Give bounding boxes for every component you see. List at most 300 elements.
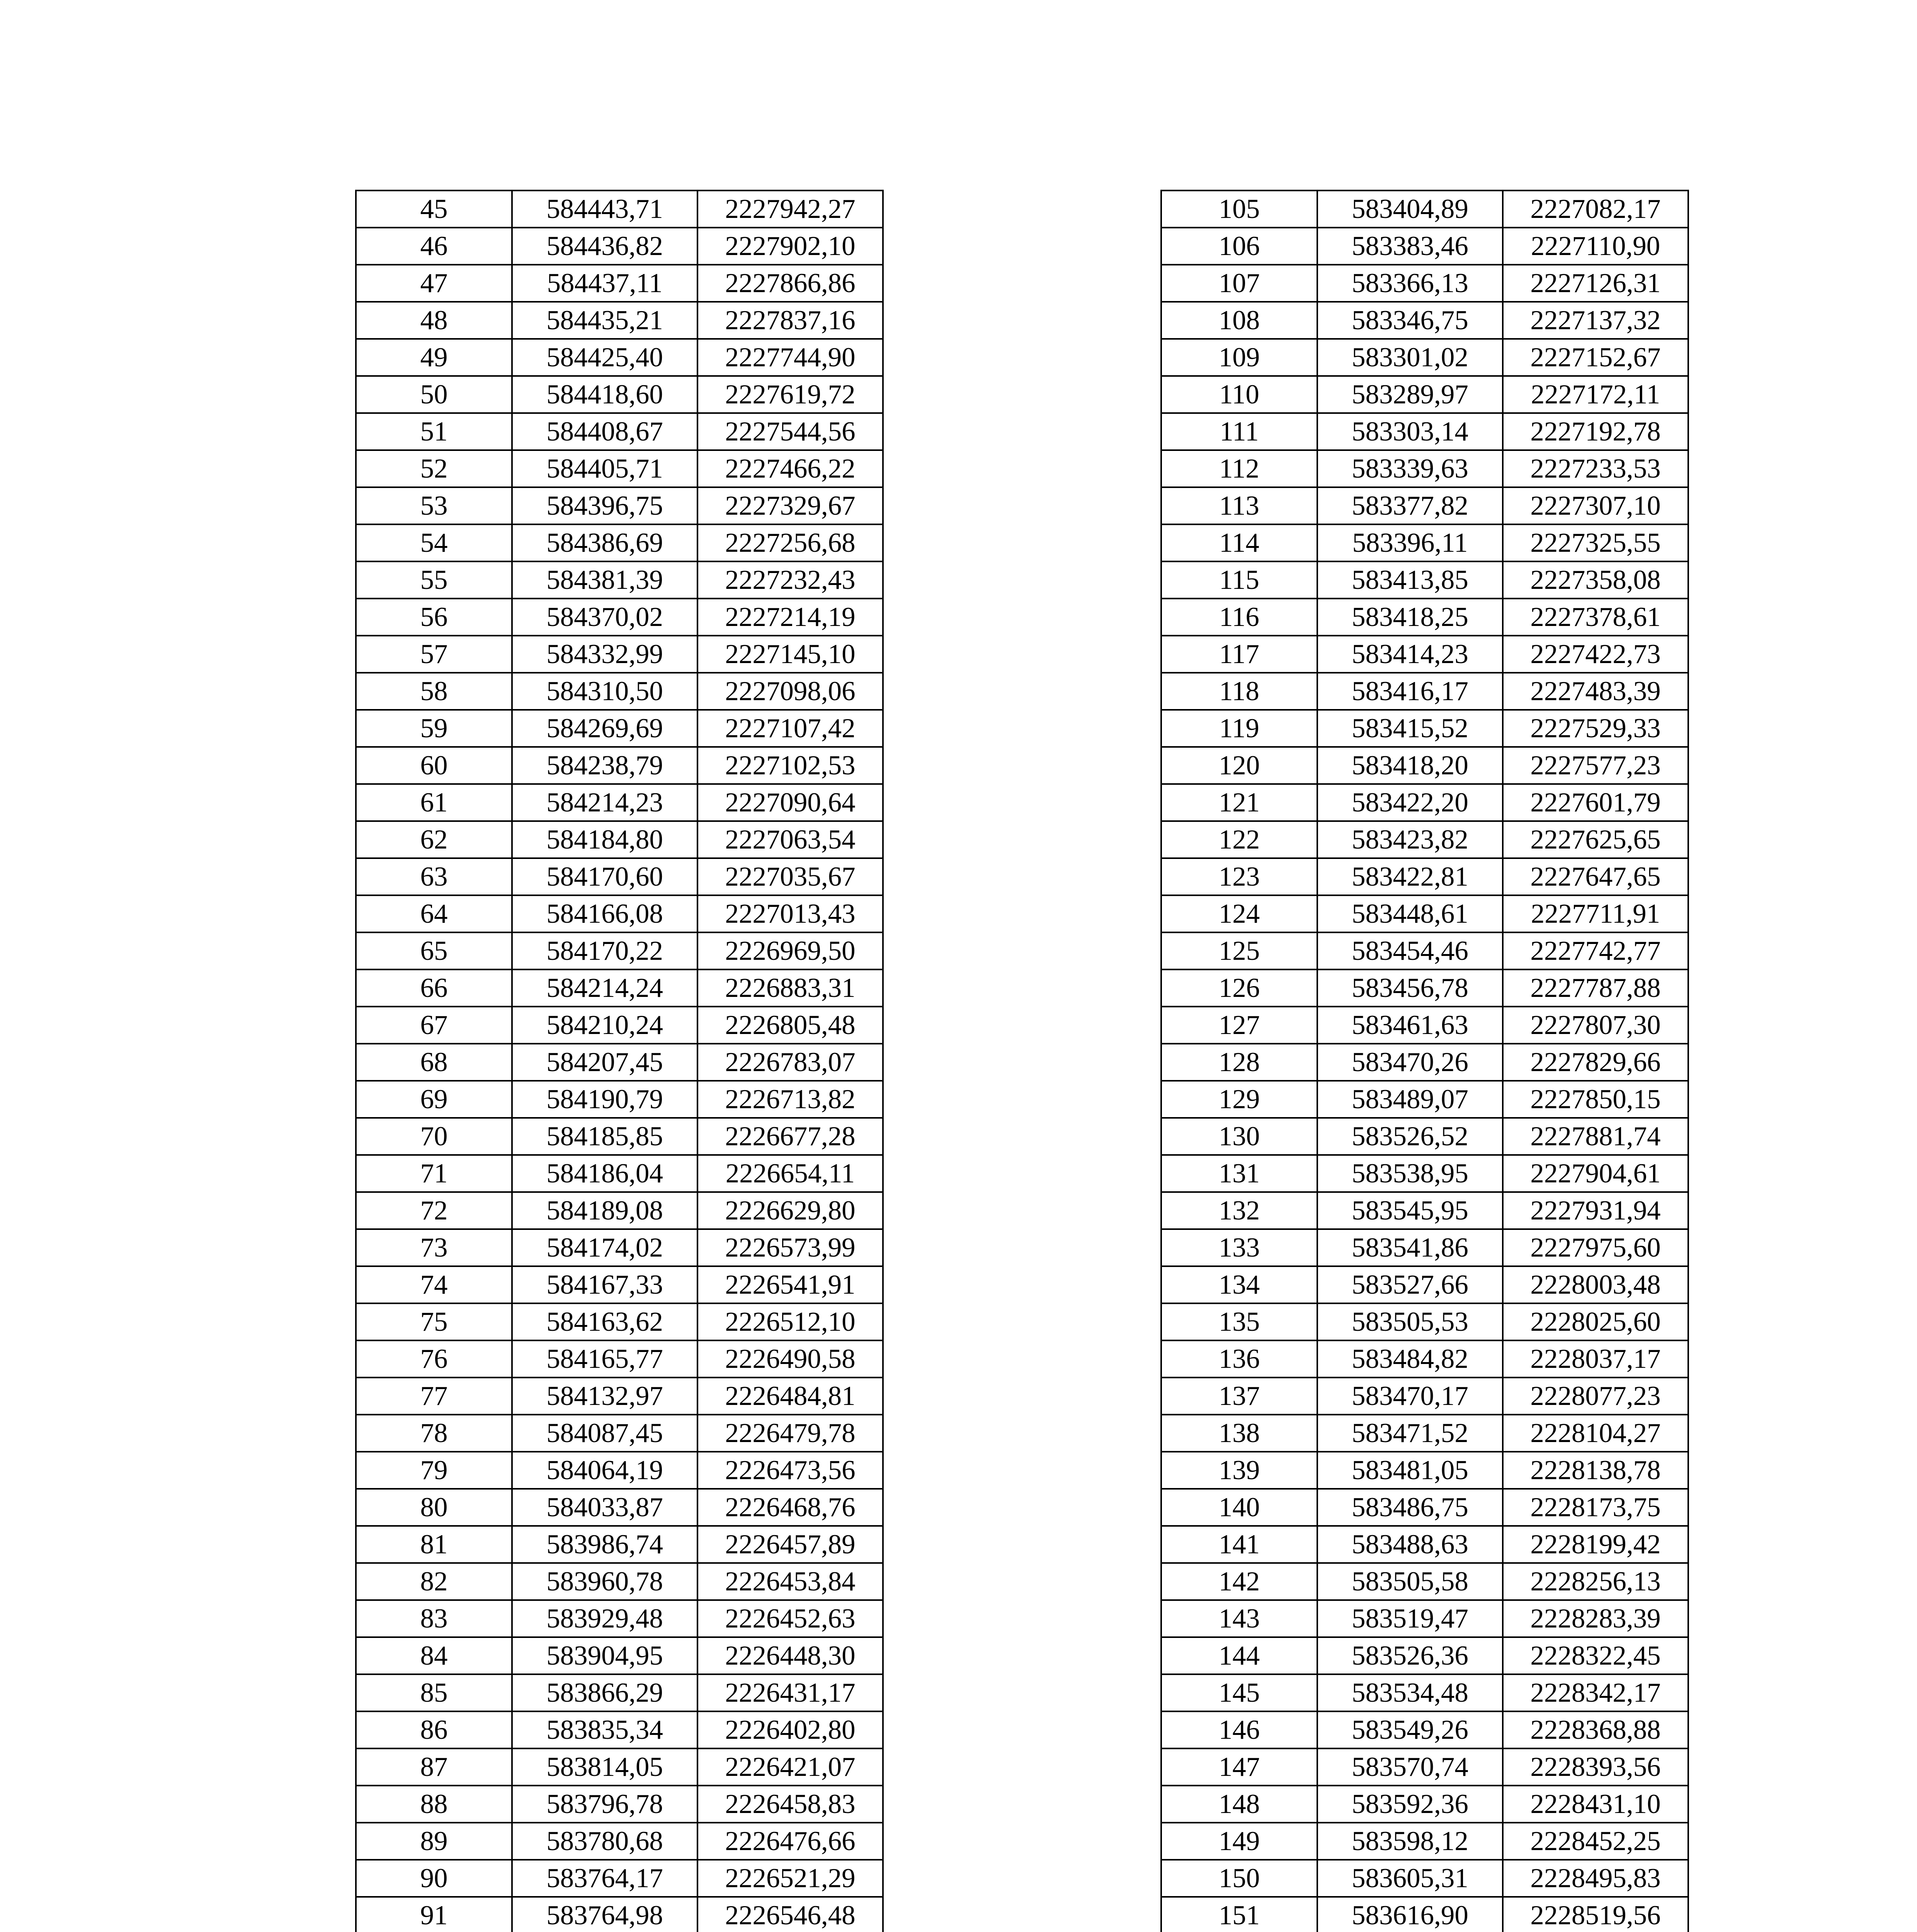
x-coordinate-cell: 583929,48: [512, 1600, 697, 1637]
table-row: [356, 265, 883, 302]
point-number-cell: 141: [1161, 1526, 1317, 1563]
point-number-cell: 55: [356, 561, 512, 599]
y-coordinate-cell: 2227931,94: [1503, 1192, 1688, 1229]
table-row: [356, 302, 883, 339]
point-number-cell: 78: [356, 1415, 512, 1452]
point-number-cell: 123: [1161, 858, 1317, 895]
y-coordinate-cell: 2226452,63: [697, 1600, 883, 1637]
x-coordinate-cell: 584186,04: [512, 1155, 697, 1192]
table-row: [356, 636, 883, 673]
point-number-cell: 130: [1161, 1118, 1317, 1155]
point-number-cell: 54: [356, 524, 512, 561]
point-number-cell: 135: [1161, 1303, 1317, 1340]
table-row: [356, 1526, 883, 1563]
x-coordinate-cell: 584408,67: [512, 413, 697, 450]
x-coordinate-cell: 583366,13: [1317, 265, 1503, 302]
point-number-cell: 137: [1161, 1378, 1317, 1415]
table-row: [356, 1860, 883, 1897]
x-coordinate-cell: 583418,25: [1317, 599, 1503, 636]
y-coordinate-cell: 2226476,66: [697, 1823, 883, 1860]
point-number-cell: 58: [356, 673, 512, 710]
point-number-cell: 91: [356, 1897, 512, 1932]
table-row: [1161, 1563, 1688, 1600]
y-coordinate-cell: 2226512,10: [697, 1303, 883, 1340]
table-row: [1161, 1452, 1688, 1489]
point-number-cell: 131: [1161, 1155, 1317, 1192]
y-coordinate-cell: 2226479,78: [697, 1415, 883, 1452]
coordinate-table-right-body: [1161, 190, 1688, 1932]
table-row: [1161, 1674, 1688, 1711]
y-coordinate-cell: 2226473,56: [697, 1452, 883, 1489]
table-row: [1161, 339, 1688, 376]
x-coordinate-cell: 583549,26: [1317, 1711, 1503, 1748]
point-number-cell: 48: [356, 302, 512, 339]
y-coordinate-cell: 2227090,64: [697, 784, 883, 821]
point-number-cell: 108: [1161, 302, 1317, 339]
y-coordinate-cell: 2226783,07: [697, 1044, 883, 1081]
x-coordinate-cell: 583505,58: [1317, 1563, 1503, 1600]
x-coordinate-cell: 583519,47: [1317, 1600, 1503, 1637]
table-row: [356, 710, 883, 747]
point-number-cell: 117: [1161, 636, 1317, 673]
point-number-cell: 47: [356, 265, 512, 302]
point-number-cell: 107: [1161, 265, 1317, 302]
x-coordinate-cell: 583534,48: [1317, 1674, 1503, 1711]
table-row: [1161, 190, 1688, 228]
x-coordinate-cell: 584310,50: [512, 673, 697, 710]
y-coordinate-cell: 2227378,61: [1503, 599, 1688, 636]
point-number-cell: 150: [1161, 1860, 1317, 1897]
table-row: [356, 1303, 883, 1340]
point-number-cell: 51: [356, 413, 512, 450]
y-coordinate-cell: 2227837,16: [697, 302, 883, 339]
table-row: [356, 1637, 883, 1674]
y-coordinate-cell: 2227904,61: [1503, 1155, 1688, 1192]
coordinate-table-right: [1160, 190, 1689, 1932]
x-coordinate-cell: 584418,60: [512, 376, 697, 413]
point-number-cell: 118: [1161, 673, 1317, 710]
x-coordinate-cell: 583598,12: [1317, 1823, 1503, 1860]
point-number-cell: 109: [1161, 339, 1317, 376]
table-row: [1161, 636, 1688, 673]
point-number-cell: 136: [1161, 1340, 1317, 1378]
table-row: [356, 1748, 883, 1786]
x-coordinate-cell: 583904,95: [512, 1637, 697, 1674]
point-number-cell: 134: [1161, 1266, 1317, 1303]
x-coordinate-cell: 583470,26: [1317, 1044, 1503, 1081]
y-coordinate-cell: 2228256,13: [1503, 1563, 1688, 1600]
y-coordinate-cell: 2227325,55: [1503, 524, 1688, 561]
x-coordinate-cell: 583780,68: [512, 1823, 697, 1860]
y-coordinate-cell: 2226521,29: [697, 1860, 883, 1897]
x-coordinate-cell: 584269,69: [512, 710, 697, 747]
y-coordinate-cell: 2227063,54: [697, 821, 883, 858]
table-row: [356, 1266, 883, 1303]
x-coordinate-cell: 583541,86: [1317, 1229, 1503, 1266]
x-coordinate-cell: 583303,14: [1317, 413, 1503, 450]
x-coordinate-cell: 583448,61: [1317, 895, 1503, 932]
point-number-cell: 86: [356, 1711, 512, 1748]
y-coordinate-cell: 2227035,67: [697, 858, 883, 895]
x-coordinate-cell: 584167,33: [512, 1266, 697, 1303]
x-coordinate-cell: 583592,36: [1317, 1786, 1503, 1823]
table-row: [356, 487, 883, 524]
y-coordinate-cell: 2227647,65: [1503, 858, 1688, 895]
table-row: [356, 747, 883, 784]
table-row: [356, 1007, 883, 1044]
point-number-cell: 87: [356, 1748, 512, 1786]
table-row: [1161, 1786, 1688, 1823]
y-coordinate-cell: 2227807,30: [1503, 1007, 1688, 1044]
x-coordinate-cell: 583346,75: [1317, 302, 1503, 339]
table-row: [1161, 376, 1688, 413]
x-coordinate-cell: 584435,21: [512, 302, 697, 339]
y-coordinate-cell: 2228138,78: [1503, 1452, 1688, 1489]
point-number-cell: 49: [356, 339, 512, 376]
table-row: [356, 1415, 883, 1452]
point-number-cell: 82: [356, 1563, 512, 1600]
x-coordinate-cell: 583470,17: [1317, 1378, 1503, 1415]
x-coordinate-cell: 583415,52: [1317, 710, 1503, 747]
table-row: [356, 1155, 883, 1192]
table-row: [356, 376, 883, 413]
x-coordinate-cell: 583456,78: [1317, 969, 1503, 1007]
table-row: [1161, 747, 1688, 784]
x-coordinate-cell: 583764,17: [512, 1860, 697, 1897]
y-coordinate-cell: 2226448,30: [697, 1637, 883, 1674]
y-coordinate-cell: 2228431,10: [1503, 1786, 1688, 1823]
y-coordinate-cell: 2228077,23: [1503, 1378, 1688, 1415]
point-number-cell: 147: [1161, 1748, 1317, 1786]
x-coordinate-cell: 583605,31: [1317, 1860, 1503, 1897]
table-row: [356, 1118, 883, 1155]
point-number-cell: 110: [1161, 376, 1317, 413]
point-number-cell: 85: [356, 1674, 512, 1711]
table-row: [1161, 932, 1688, 969]
x-coordinate-cell: 583481,05: [1317, 1452, 1503, 1489]
y-coordinate-cell: 2227529,33: [1503, 710, 1688, 747]
x-coordinate-cell: 583301,02: [1317, 339, 1503, 376]
y-coordinate-cell: 2226677,28: [697, 1118, 883, 1155]
x-coordinate-cell: 583471,52: [1317, 1415, 1503, 1452]
y-coordinate-cell: 2227975,60: [1503, 1229, 1688, 1266]
y-coordinate-cell: 2227619,72: [697, 376, 883, 413]
point-number-cell: 68: [356, 1044, 512, 1081]
point-number-cell: 105: [1161, 190, 1317, 228]
y-coordinate-cell: 2228368,88: [1503, 1711, 1688, 1748]
x-coordinate-cell: 584184,80: [512, 821, 697, 858]
x-coordinate-cell: 584033,87: [512, 1489, 697, 1526]
x-coordinate-cell: 583616,90: [1317, 1897, 1503, 1932]
y-coordinate-cell: 2227214,19: [697, 599, 883, 636]
point-number-cell: 45: [356, 190, 512, 228]
point-number-cell: 149: [1161, 1823, 1317, 1860]
y-coordinate-cell: 2227256,68: [697, 524, 883, 561]
y-coordinate-cell: 2227102,53: [697, 747, 883, 784]
table-row: [1161, 1378, 1688, 1415]
x-coordinate-cell: 583377,82: [1317, 487, 1503, 524]
y-coordinate-cell: 2227358,08: [1503, 561, 1688, 599]
table-row: [356, 858, 883, 895]
point-number-cell: 67: [356, 1007, 512, 1044]
table-row: [356, 1711, 883, 1748]
x-coordinate-cell: 583796,78: [512, 1786, 697, 1823]
x-coordinate-cell: 584132,97: [512, 1378, 697, 1415]
table-row: [1161, 1748, 1688, 1786]
x-coordinate-cell: 583339,63: [1317, 450, 1503, 487]
x-coordinate-cell: 584064,19: [512, 1452, 697, 1489]
table-row: [356, 1340, 883, 1378]
point-number-cell: 62: [356, 821, 512, 858]
table-row: [356, 821, 883, 858]
point-number-cell: 119: [1161, 710, 1317, 747]
y-coordinate-cell: 2228025,60: [1503, 1303, 1688, 1340]
x-coordinate-cell: 584443,71: [512, 190, 697, 228]
table-row: [1161, 1081, 1688, 1118]
x-coordinate-cell: 583526,36: [1317, 1637, 1503, 1674]
y-coordinate-cell: 2227307,10: [1503, 487, 1688, 524]
y-coordinate-cell: 2227137,32: [1503, 302, 1688, 339]
y-coordinate-cell: 2226421,07: [697, 1748, 883, 1786]
point-number-cell: 74: [356, 1266, 512, 1303]
x-coordinate-cell: 584238,79: [512, 747, 697, 784]
y-coordinate-cell: 2226546,48: [697, 1897, 883, 1932]
x-coordinate-cell: 583414,23: [1317, 636, 1503, 673]
table-row: [1161, 1155, 1688, 1192]
x-coordinate-cell: 583486,75: [1317, 1489, 1503, 1526]
point-number-cell: 126: [1161, 969, 1317, 1007]
point-number-cell: 111: [1161, 413, 1317, 450]
table-row: [1161, 1897, 1688, 1932]
y-coordinate-cell: 2226457,89: [697, 1526, 883, 1563]
point-number-cell: 84: [356, 1637, 512, 1674]
table-row: [1161, 1415, 1688, 1452]
table-row: [1161, 1192, 1688, 1229]
y-coordinate-cell: 2228342,17: [1503, 1674, 1688, 1711]
table-row: [1161, 228, 1688, 265]
y-coordinate-cell: 2227329,67: [697, 487, 883, 524]
table-row: [1161, 1118, 1688, 1155]
x-coordinate-cell: 584214,23: [512, 784, 697, 821]
table-row: [356, 932, 883, 969]
x-coordinate-cell: 584436,82: [512, 228, 697, 265]
point-number-cell: 144: [1161, 1637, 1317, 1674]
point-number-cell: 148: [1161, 1786, 1317, 1823]
point-number-cell: 122: [1161, 821, 1317, 858]
point-number-cell: 114: [1161, 524, 1317, 561]
y-coordinate-cell: 2227544,56: [697, 413, 883, 450]
point-number-cell: 112: [1161, 450, 1317, 487]
y-coordinate-cell: 2227110,90: [1503, 228, 1688, 265]
table-row: [1161, 561, 1688, 599]
table-row: [1161, 524, 1688, 561]
table-row: [356, 784, 883, 821]
table-row: [356, 673, 883, 710]
point-number-cell: 124: [1161, 895, 1317, 932]
point-number-cell: 90: [356, 1860, 512, 1897]
table-row: [1161, 1266, 1688, 1303]
point-number-cell: 88: [356, 1786, 512, 1823]
point-number-cell: 66: [356, 969, 512, 1007]
point-number-cell: 53: [356, 487, 512, 524]
x-coordinate-cell: 583764,98: [512, 1897, 697, 1932]
point-number-cell: 72: [356, 1192, 512, 1229]
table-row: [356, 524, 883, 561]
x-coordinate-cell: 584170,22: [512, 932, 697, 969]
table-row: [1161, 450, 1688, 487]
y-coordinate-cell: 2227483,39: [1503, 673, 1688, 710]
x-coordinate-cell: 584170,60: [512, 858, 697, 895]
x-coordinate-cell: 584174,02: [512, 1229, 697, 1266]
y-coordinate-cell: 2228104,27: [1503, 1415, 1688, 1452]
y-coordinate-cell: 2226541,91: [697, 1266, 883, 1303]
table-row: [1161, 673, 1688, 710]
x-coordinate-cell: 584214,24: [512, 969, 697, 1007]
y-coordinate-cell: 2227422,73: [1503, 636, 1688, 673]
y-coordinate-cell: 2227152,67: [1503, 339, 1688, 376]
point-number-cell: 145: [1161, 1674, 1317, 1711]
x-coordinate-cell: 584207,45: [512, 1044, 697, 1081]
point-number-cell: 83: [356, 1600, 512, 1637]
table-row: [1161, 858, 1688, 895]
x-coordinate-cell: 584381,39: [512, 561, 697, 599]
point-number-cell: 46: [356, 228, 512, 265]
point-number-cell: 77: [356, 1378, 512, 1415]
x-coordinate-cell: 583505,53: [1317, 1303, 1503, 1340]
x-coordinate-cell: 583814,05: [512, 1748, 697, 1786]
y-coordinate-cell: 2227711,91: [1503, 895, 1688, 932]
point-number-cell: 70: [356, 1118, 512, 1155]
table-row: [356, 1044, 883, 1081]
table-row: [356, 1786, 883, 1823]
point-number-cell: 142: [1161, 1563, 1317, 1600]
x-coordinate-cell: 583454,46: [1317, 932, 1503, 969]
table-row: [1161, 1823, 1688, 1860]
point-number-cell: 115: [1161, 561, 1317, 599]
x-coordinate-cell: 584370,02: [512, 599, 697, 636]
x-coordinate-cell: 584437,11: [512, 265, 697, 302]
table-row: [1161, 1860, 1688, 1897]
point-number-cell: 81: [356, 1526, 512, 1563]
point-number-cell: 75: [356, 1303, 512, 1340]
x-coordinate-cell: 583960,78: [512, 1563, 697, 1600]
table-row: [1161, 710, 1688, 747]
table-row: [1161, 1637, 1688, 1674]
table-row: [356, 1378, 883, 1415]
point-number-cell: 73: [356, 1229, 512, 1266]
point-number-cell: 89: [356, 1823, 512, 1860]
table-row: [1161, 1007, 1688, 1044]
table-row: [356, 895, 883, 932]
table-row: [356, 450, 883, 487]
y-coordinate-cell: 2227829,66: [1503, 1044, 1688, 1081]
x-coordinate-cell: 583526,52: [1317, 1118, 1503, 1155]
table-row: [356, 1823, 883, 1860]
point-number-cell: 63: [356, 858, 512, 895]
point-number-cell: 125: [1161, 932, 1317, 969]
point-number-cell: 106: [1161, 228, 1317, 265]
table-row: [1161, 599, 1688, 636]
table-row: [1161, 302, 1688, 339]
table-row: [356, 1229, 883, 1266]
coordinate-table-left: [355, 190, 884, 1932]
table-row: [1161, 1340, 1688, 1378]
table-row: [356, 228, 883, 265]
table-row: [1161, 1229, 1688, 1266]
coordinate-table-left-body: [356, 190, 883, 1932]
y-coordinate-cell: 2227172,11: [1503, 376, 1688, 413]
y-coordinate-cell: 2226573,99: [697, 1229, 883, 1266]
y-coordinate-cell: 2226629,80: [697, 1192, 883, 1229]
x-coordinate-cell: 583489,07: [1317, 1081, 1503, 1118]
y-coordinate-cell: 2226969,50: [697, 932, 883, 969]
table-row: [1161, 1303, 1688, 1340]
table-row: [356, 413, 883, 450]
x-coordinate-cell: 583289,97: [1317, 376, 1503, 413]
point-number-cell: 57: [356, 636, 512, 673]
point-number-cell: 127: [1161, 1007, 1317, 1044]
y-coordinate-cell: 2228173,75: [1503, 1489, 1688, 1526]
x-coordinate-cell: 583570,74: [1317, 1748, 1503, 1786]
y-coordinate-cell: 2227107,42: [697, 710, 883, 747]
table-row: [356, 339, 883, 376]
x-coordinate-cell: 583488,63: [1317, 1526, 1503, 1563]
y-coordinate-cell: 2226458,83: [697, 1786, 883, 1823]
point-number-cell: 140: [1161, 1489, 1317, 1526]
table-row: [356, 1489, 883, 1526]
y-coordinate-cell: 2228322,45: [1503, 1637, 1688, 1674]
table-row: [356, 599, 883, 636]
table-row: [356, 1563, 883, 1600]
point-number-cell: 132: [1161, 1192, 1317, 1229]
x-coordinate-cell: 583461,63: [1317, 1007, 1503, 1044]
x-coordinate-cell: 583835,34: [512, 1711, 697, 1748]
x-coordinate-cell: 583413,85: [1317, 561, 1503, 599]
x-coordinate-cell: 584386,69: [512, 524, 697, 561]
x-coordinate-cell: 584332,99: [512, 636, 697, 673]
y-coordinate-cell: 2226713,82: [697, 1081, 883, 1118]
x-coordinate-cell: 583986,74: [512, 1526, 697, 1563]
y-coordinate-cell: 2228199,42: [1503, 1526, 1688, 1563]
x-coordinate-cell: 583545,95: [1317, 1192, 1503, 1229]
point-number-cell: 121: [1161, 784, 1317, 821]
x-coordinate-cell: 584190,79: [512, 1081, 697, 1118]
x-coordinate-cell: 583396,11: [1317, 524, 1503, 561]
y-coordinate-cell: 2227881,74: [1503, 1118, 1688, 1155]
point-number-cell: 129: [1161, 1081, 1317, 1118]
point-number-cell: 56: [356, 599, 512, 636]
x-coordinate-cell: 584189,08: [512, 1192, 697, 1229]
x-coordinate-cell: 583866,29: [512, 1674, 697, 1711]
table-row: [1161, 895, 1688, 932]
point-number-cell: 146: [1161, 1711, 1317, 1748]
y-coordinate-cell: 2226402,80: [697, 1711, 883, 1748]
y-coordinate-cell: 2227625,65: [1503, 821, 1688, 858]
table-row: [1161, 487, 1688, 524]
y-coordinate-cell: 2227233,53: [1503, 450, 1688, 487]
y-coordinate-cell: 2228452,25: [1503, 1823, 1688, 1860]
y-coordinate-cell: 2227902,10: [697, 228, 883, 265]
y-coordinate-cell: 2227013,43: [697, 895, 883, 932]
x-coordinate-cell: 583422,20: [1317, 784, 1503, 821]
x-coordinate-cell: 583538,95: [1317, 1155, 1503, 1192]
point-number-cell: 120: [1161, 747, 1317, 784]
y-coordinate-cell: 2228037,17: [1503, 1340, 1688, 1378]
point-number-cell: 151: [1161, 1897, 1317, 1932]
y-coordinate-cell: 2227850,15: [1503, 1081, 1688, 1118]
x-coordinate-cell: 584087,45: [512, 1415, 697, 1452]
y-coordinate-cell: 2227742,77: [1503, 932, 1688, 969]
